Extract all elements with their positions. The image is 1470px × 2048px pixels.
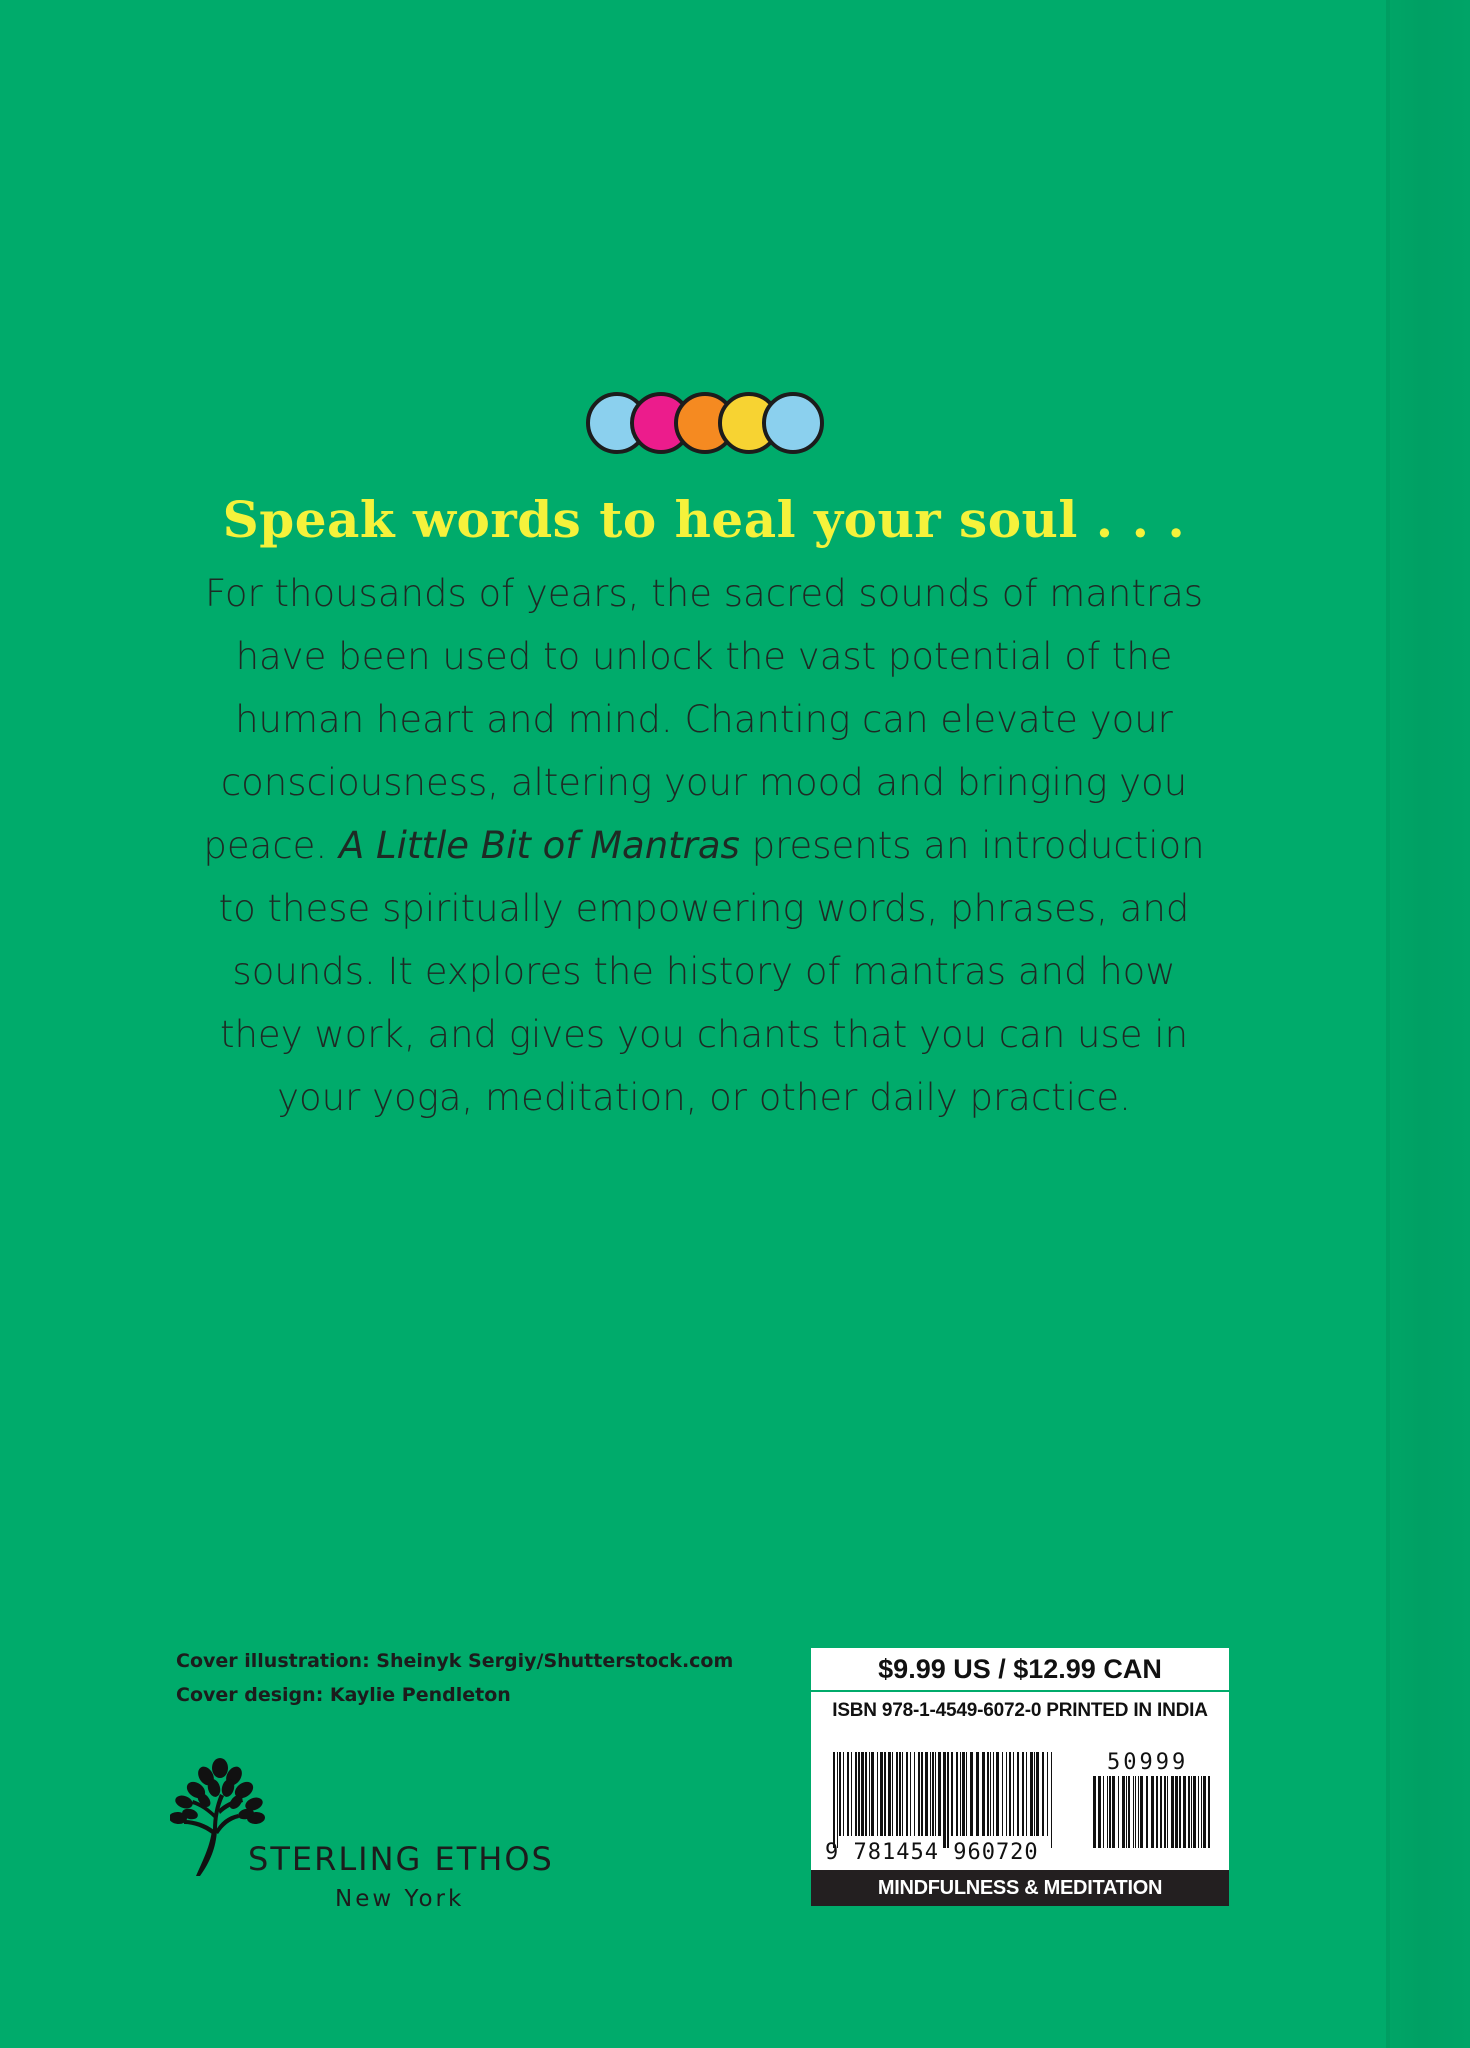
barcode-bar [1093, 1776, 1096, 1848]
barcode-bar [1135, 1776, 1136, 1848]
barcode-bar [996, 1752, 999, 1836]
barcode-bar [837, 1752, 838, 1848]
barcode-bar [1201, 1776, 1202, 1848]
design-credit: Cover design: Kaylie Pendleton [176, 1684, 511, 1706]
barcode-bar [1026, 1752, 1027, 1836]
barcode-bar [993, 1752, 994, 1836]
barcode-bar [951, 1752, 953, 1836]
barcode-bar [1183, 1776, 1186, 1848]
barcode-bar [1175, 1776, 1178, 1848]
barcode-bar [843, 1752, 844, 1836]
illustration-credit: Cover illustration: Sheinyk Sergiy/Shutterstock.com [176, 1650, 734, 1672]
blurb-text: peace. [203, 824, 339, 867]
barcode-bar [1006, 1752, 1007, 1836]
barcode-bar [1112, 1776, 1115, 1848]
barcode-bar [1103, 1776, 1104, 1848]
barcode-bar [851, 1752, 852, 1836]
barcode-bar [1022, 1752, 1024, 1836]
spine [1390, 0, 1470, 2048]
barcode-bar [1171, 1776, 1174, 1848]
barcode-bar [1013, 1752, 1014, 1836]
barcode-bar [833, 1752, 835, 1848]
barcode-bar [1109, 1776, 1111, 1848]
barcode-bar [938, 1752, 941, 1836]
barcode-bar [987, 1752, 989, 1836]
barcode-bar [1017, 1752, 1019, 1836]
barcode-bar [880, 1752, 883, 1836]
barcode-bar [947, 1752, 949, 1848]
credits [176, 1644, 733, 1712]
barcode-bar [877, 1752, 878, 1836]
barcode-bar [1002, 1752, 1003, 1836]
blurb-line [170, 814, 1238, 877]
blurb-line: consciousness, altering your mood and bringing you [220, 761, 1188, 804]
publisher-logo [170, 1758, 590, 1918]
barcode-bar [1146, 1776, 1148, 1848]
barcode-bar [1118, 1776, 1119, 1848]
barcode-bar [921, 1752, 923, 1836]
blurb-text: presents an introduction [739, 824, 1205, 867]
barcode-bar [982, 1752, 985, 1836]
barcode-bar [1047, 1752, 1048, 1836]
barcode-bar [906, 1752, 908, 1836]
barcode-bar [932, 1752, 934, 1836]
barcode-bar [960, 1752, 961, 1836]
blurb-line: For thousands of years, the sacred sounds of mantras [204, 572, 1204, 615]
barcode-bar [1198, 1776, 1199, 1848]
barcode-bar [962, 1752, 965, 1836]
blurb-line: your yoga, meditation, or other daily practice. [277, 1076, 1131, 1119]
barcode-bar [1179, 1776, 1181, 1848]
barcode-bar [1034, 1752, 1035, 1836]
barcode-bar [1140, 1776, 1143, 1848]
barcode-bar [1128, 1776, 1130, 1848]
barcode-bar [1126, 1776, 1127, 1848]
barcode-bar [896, 1752, 898, 1836]
barcode-bar [970, 1752, 973, 1836]
barcode-bar [902, 1752, 903, 1836]
barcode-bar [847, 1752, 849, 1836]
publisher-name: STERLING ETHOS [248, 1840, 554, 1878]
barcode-bar [839, 1752, 841, 1836]
barcode-bar [1167, 1776, 1168, 1848]
barcode-bar [1133, 1776, 1134, 1848]
isbn-label: ISBN 978-1-4549-6072-0 PRINTED IN INDIA [832, 1700, 1208, 1721]
decorative-dots [586, 392, 826, 454]
barcode-panel [811, 1648, 1229, 1906]
blurb-line: have been used to unlock the vast potential of the [235, 635, 1173, 678]
barcode-bar [1151, 1776, 1154, 1848]
book-title: A Little Bit of Mantras [338, 824, 740, 867]
dot-blue-right [762, 392, 824, 454]
barcode-bar [1188, 1776, 1190, 1848]
publisher-city: New York [335, 1886, 465, 1912]
category-label: MINDFULNESS & MEDITATION [811, 1870, 1229, 1906]
barcode-bar [956, 1752, 958, 1836]
barcode-bar [1193, 1776, 1196, 1848]
addon-digits: 50999 [1107, 1750, 1189, 1775]
barcode-bar [1164, 1776, 1166, 1848]
blurb-line: sounds. It explores the history of mantras and how [232, 950, 1176, 993]
barcode-bar [930, 1752, 931, 1836]
barcode-bar [888, 1752, 891, 1836]
barcode-bar [1160, 1776, 1162, 1848]
barcode-bar [871, 1752, 874, 1836]
barcode-bar [1191, 1776, 1192, 1848]
barcode-bar [858, 1752, 860, 1836]
barcode-digits: 9 781454 960720 [825, 1840, 1039, 1865]
barcode-bar [935, 1752, 936, 1836]
barcode-bar [892, 1752, 893, 1836]
barcode-bar [914, 1752, 915, 1836]
barcode-bar [918, 1752, 920, 1836]
barcode-bar [1208, 1776, 1210, 1848]
barcode-bar [865, 1752, 867, 1836]
barcode-bar [1098, 1776, 1101, 1848]
blurb [170, 562, 1238, 1129]
barcode-bar [1203, 1776, 1206, 1848]
barcode-bar [1122, 1776, 1125, 1848]
barcode-bar [1009, 1752, 1011, 1836]
barcode-bar [1030, 1752, 1033, 1836]
barcode-bar [910, 1752, 911, 1836]
barcode-bar [899, 1752, 901, 1836]
barcode-bar [990, 1752, 991, 1836]
barcode-bar [1042, 1752, 1044, 1836]
barcode-bar [925, 1752, 928, 1836]
price-barcode [1093, 1776, 1213, 1848]
blurb-line: they work, and gives you chants that you can use in [219, 1013, 1189, 1056]
barcode-bar [1107, 1776, 1108, 1848]
blurb-line: to these spiritually empowering words, phrases, and [218, 887, 1190, 930]
barcode-bar [861, 1752, 864, 1836]
barcode-bar [966, 1752, 967, 1836]
barcode-bar [1156, 1776, 1158, 1848]
barcode-bar [1138, 1776, 1139, 1848]
isbn-barcode [833, 1752, 1055, 1848]
blurb-line: human heart and mind. Chanting can elevate your [235, 698, 1173, 741]
barcode-bar [1036, 1752, 1039, 1836]
barcode-bar [943, 1752, 946, 1848]
barcode-bar [884, 1752, 886, 1836]
barcode-bar [1051, 1752, 1052, 1848]
barcode-bar [976, 1752, 979, 1836]
headline: Speak words to heal your soul . . . [222, 490, 1186, 549]
price-label: $9.99 US / $12.99 CAN [811, 1648, 1229, 1692]
barcode-bar [869, 1752, 870, 1836]
barcode-bar [855, 1752, 857, 1836]
